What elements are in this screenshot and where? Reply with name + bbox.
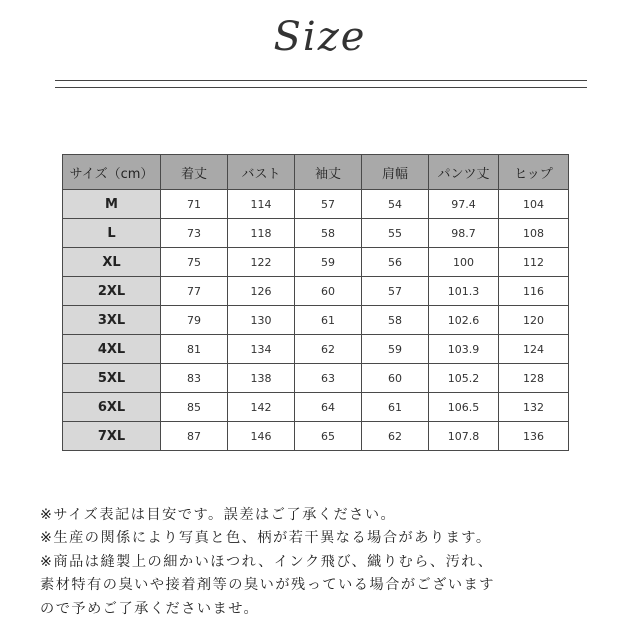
table-cell: 65 [295, 422, 362, 451]
table-cell: 112 [499, 248, 569, 277]
title-divider-bottom [55, 87, 587, 88]
header-hip: ヒップ [499, 155, 569, 190]
table-cell: 57 [295, 190, 362, 219]
table-cell: 98.7 [429, 219, 499, 248]
table-row [63, 248, 569, 277]
row-size: 5XL [63, 364, 161, 393]
table-cell: 54 [362, 190, 429, 219]
table-cell: 118 [228, 219, 295, 248]
table-cell: 59 [295, 248, 362, 277]
table-cell: 56 [362, 248, 429, 277]
notes-block [40, 504, 620, 621]
note-line: ※生産の関係により写真と色、柄が若干異なる場合があります。 [40, 530, 492, 547]
table-cell: 83 [161, 364, 228, 393]
table-cell: 100 [429, 248, 499, 277]
table-cell: 124 [499, 335, 569, 364]
table-cell: 102.6 [429, 306, 499, 335]
header-length: 着丈 [161, 155, 228, 190]
table-cell: 104 [499, 190, 569, 219]
table-cell: 75 [161, 248, 228, 277]
row-size: 2XL [63, 277, 161, 306]
row-size: 7XL [63, 422, 161, 451]
row-size: XL [63, 248, 161, 277]
table-cell: 142 [228, 393, 295, 422]
table-cell: 61 [362, 393, 429, 422]
table-row [63, 219, 569, 248]
table-row [63, 422, 569, 451]
table-cell: 64 [295, 393, 362, 422]
note-line: ※商品は縫製上の細かいほつれ、インク飛び、織りむら、汚れ、 [40, 553, 494, 570]
table-row [63, 393, 569, 422]
table-cell: 63 [295, 364, 362, 393]
table-cell: 59 [362, 335, 429, 364]
table-header-row [63, 155, 569, 190]
note-line: ※サイズ表記は目安です。誤差はご了承ください。 [40, 507, 397, 523]
table-cell: 106.5 [429, 393, 499, 422]
row-size: L [63, 219, 161, 248]
header-shoulder: 肩幅 [362, 155, 429, 190]
table-cell: 122 [228, 248, 295, 277]
table-cell: 107.8 [429, 422, 499, 451]
table-cell: 97.4 [429, 190, 499, 219]
table-row [63, 335, 569, 364]
page-title: Size [273, 14, 367, 60]
table-cell: 120 [499, 306, 569, 335]
table-cell: 81 [161, 335, 228, 364]
table-cell: 101.3 [429, 277, 499, 306]
header-pants-length: パンツ丈 [429, 155, 499, 190]
table-cell: 130 [228, 306, 295, 335]
title-divider-top [55, 80, 587, 81]
row-size: 3XL [63, 306, 161, 335]
table-row [63, 364, 569, 393]
table-cell: 134 [228, 335, 295, 364]
table-row [63, 306, 569, 335]
row-size: 6XL [63, 393, 161, 422]
table-cell: 62 [295, 335, 362, 364]
header-bust: バスト [228, 155, 295, 190]
table-cell: 132 [499, 393, 569, 422]
note-line: 素材特有の臭いや接着剤等の臭いが残っている場合がございます [40, 577, 495, 594]
table-cell: 62 [362, 422, 429, 451]
table-cell: 77 [161, 277, 228, 306]
table-cell: 58 [362, 306, 429, 335]
table-cell: 55 [362, 219, 429, 248]
table-row [63, 277, 569, 306]
table-cell: 136 [499, 422, 569, 451]
row-size: M [63, 190, 161, 219]
table-cell: 61 [295, 306, 362, 335]
table-cell: 57 [362, 277, 429, 306]
table-cell: 138 [228, 364, 295, 393]
note-line: ので予めご了承くださいませ。 [40, 600, 260, 617]
table-cell: 146 [228, 422, 295, 451]
table-cell: 71 [161, 190, 228, 219]
size-table [62, 154, 569, 451]
table-cell: 58 [295, 219, 362, 248]
table-cell: 105.2 [429, 364, 499, 393]
table-cell: 103.9 [429, 335, 499, 364]
table-cell: 128 [499, 364, 569, 393]
table-cell: 79 [161, 306, 228, 335]
table-cell: 85 [161, 393, 228, 422]
table-cell: 126 [228, 277, 295, 306]
table-row [63, 190, 569, 219]
row-size: 4XL [63, 335, 161, 364]
table-cell: 87 [161, 422, 228, 451]
table-cell: 60 [362, 364, 429, 393]
table-cell: 60 [295, 277, 362, 306]
table-cell: 108 [499, 219, 569, 248]
table-cell: 114 [228, 190, 295, 219]
table-cell: 73 [161, 219, 228, 248]
header-sleeve: 袖丈 [295, 155, 362, 190]
table-cell: 116 [499, 277, 569, 306]
header-size: サイズ（cm） [63, 155, 161, 190]
